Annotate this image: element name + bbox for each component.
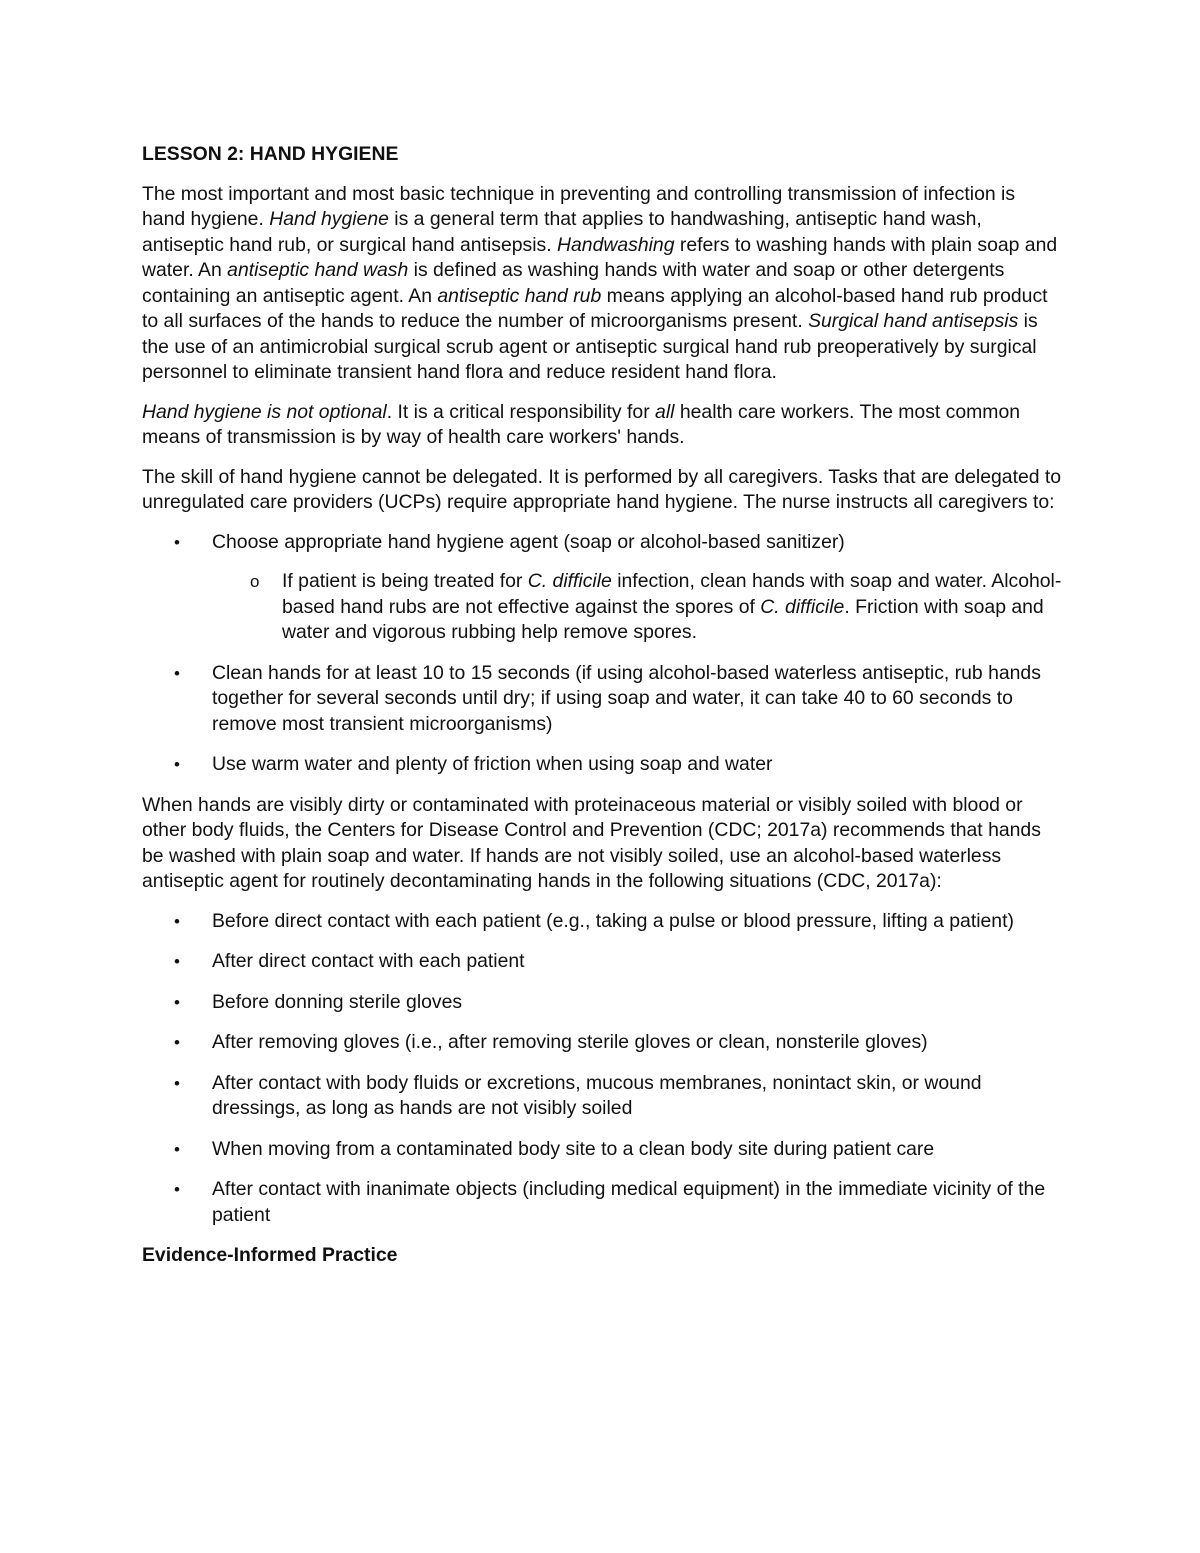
list-item-text: Choose appropriate hand hygiene agent (soap or alcohol-based sanitizer) [212, 530, 845, 553]
italic-term: antiseptic hand rub [437, 284, 602, 307]
list-item [142, 752, 1062, 778]
delegation-paragraph: The skill of hand hygiene cannot be delegated. It is performed by all caregivers. Tasks that are delegated to unregulated care providers (UCPs) require appropriate hand hygiene. The nurse instructs all caregivers to: [142, 465, 1062, 513]
bullet-icon: • [174, 532, 180, 552]
text-run: . It is a critical responsibility for [386, 400, 656, 423]
list-item-text: After contact with inanimate objects (including medical equipment) in the immediate vicinity of the patient [212, 1178, 1046, 1226]
list-item-text: After contact with body fluids or excretions, mucous membranes, nonintact skin, or wound dressings, as long as hands are not visibly soiled [212, 1071, 982, 1119]
bullet-icon: • [174, 1139, 180, 1159]
bullet-icon: • [174, 663, 180, 683]
list-item [142, 1030, 1062, 1056]
lesson-title: LESSON 2: HAND HYGIENE [142, 143, 399, 165]
list-item-text: Use warm water and plenty of friction when using soap and water [212, 753, 773, 775]
list-item-text: Before donning sterile gloves [212, 990, 463, 1013]
bullet-icon: • [174, 992, 180, 1012]
list-item [142, 949, 1062, 975]
italic-term: Handwashing [557, 233, 675, 256]
list-item [142, 909, 1062, 935]
list-item [142, 1137, 1062, 1163]
text-run: is a general term that applies to handwashing, antiseptic hand wash, antiseptic hand rub, or surgical hand antisepsis. [142, 208, 982, 256]
situations-list [142, 909, 1062, 1229]
list-item [142, 530, 1062, 646]
italic-term: all [655, 400, 675, 423]
list-item-text: Before direct contact with each patient (e.g., taking a pulse or blood pressure, lifting a patient) [212, 909, 1014, 932]
list-item-text: After removing gloves (i.e., after removing sterile gloves or clean, nonsterile gloves) [212, 1031, 928, 1053]
list-item [142, 1177, 1062, 1228]
italic-term: Hand hygiene is not optional [142, 400, 387, 423]
bullet-icon: • [174, 755, 180, 774]
bullet-icon: • [174, 911, 180, 931]
bullet-icon: • [174, 1073, 180, 1093]
circle-bullet-icon: o [250, 572, 260, 591]
text-run: The most important and most basic technique in preventing and controlling transmission of infection is hand hygiene. [142, 182, 1016, 230]
italic-term: C. difficile [760, 595, 845, 618]
list-item-text: When moving from a contaminated body site to a clean body site during patient care [212, 1137, 935, 1160]
document-page [142, 142, 1062, 1269]
bullet-icon: • [174, 1033, 180, 1052]
text-run: means applying an alcohol-based hand rub product to all surfaces of the hands to reduce the number of microorganisms present. [142, 284, 1048, 332]
italic-term: antiseptic hand wash [227, 259, 409, 281]
list-item [142, 661, 1062, 738]
list-item-text: After direct contact with each patient [212, 950, 525, 972]
text-run: is the use of an antimicrobial surgical scrub agent or antiseptic surgical hand rub preoperatively by surgical personnel to eliminate transient hand flora and reduce resident hand flora. [142, 310, 1038, 383]
italic-term: Hand hygiene [269, 208, 389, 230]
caregiver-instructions-list [142, 530, 1062, 778]
text-run: is defined as washing hands with water and soap or other detergents containing an antiseptic agent. An [142, 259, 1005, 307]
optional-paragraph [142, 400, 1062, 451]
sub-list-item-text [282, 570, 1061, 643]
list-item-text: Clean hands for at least 10 to 15 seconds (if using alcohol-based waterless antiseptic, rub hands together for several seconds until dry; if using soap and water, it can take 40 to 60 seconds to remove most transient microorganisms) [212, 661, 1041, 735]
list-item [142, 1071, 1062, 1122]
sub-list [212, 569, 1062, 646]
list-item [142, 990, 1062, 1016]
bullet-icon: • [174, 952, 180, 971]
cdc-paragraph: When hands are visibly dirty or contaminated with proteinaceous material or visibly soiled with blood or other body fluids, the Centers for Disease Control and Prevention (CDC; 2017a) recommends that hands be washed with plain soap and water. If hands are not visibly soiled, use an alcohol-based waterless antiseptic agent for routinely decontaminating hands in the following situations (CDC, 2017a): [142, 793, 1041, 892]
italic-term: Surgical hand antisepsis [808, 310, 1019, 332]
text-run: . Friction with soap and water and vigorous rubbing help remove spores. [282, 595, 1044, 643]
intro-paragraph [142, 182, 1062, 386]
text-run: infection, clean hands with soap and water. Alcohol-based hand rubs are not effective against the spores of [282, 570, 1062, 618]
section-heading: Evidence-Informed Practice [142, 1244, 398, 1266]
italic-term: C. difficile [527, 570, 612, 592]
text-run: refers to washing hands with plain soap and water. An [142, 233, 1058, 281]
text-run: health care workers. The most common means of transmission is by way of health care workers' hands. [142, 400, 1021, 448]
sub-list-item [212, 569, 1062, 646]
text-run: If patient is being treated for [282, 570, 528, 592]
bullet-icon: • [174, 1180, 180, 1199]
